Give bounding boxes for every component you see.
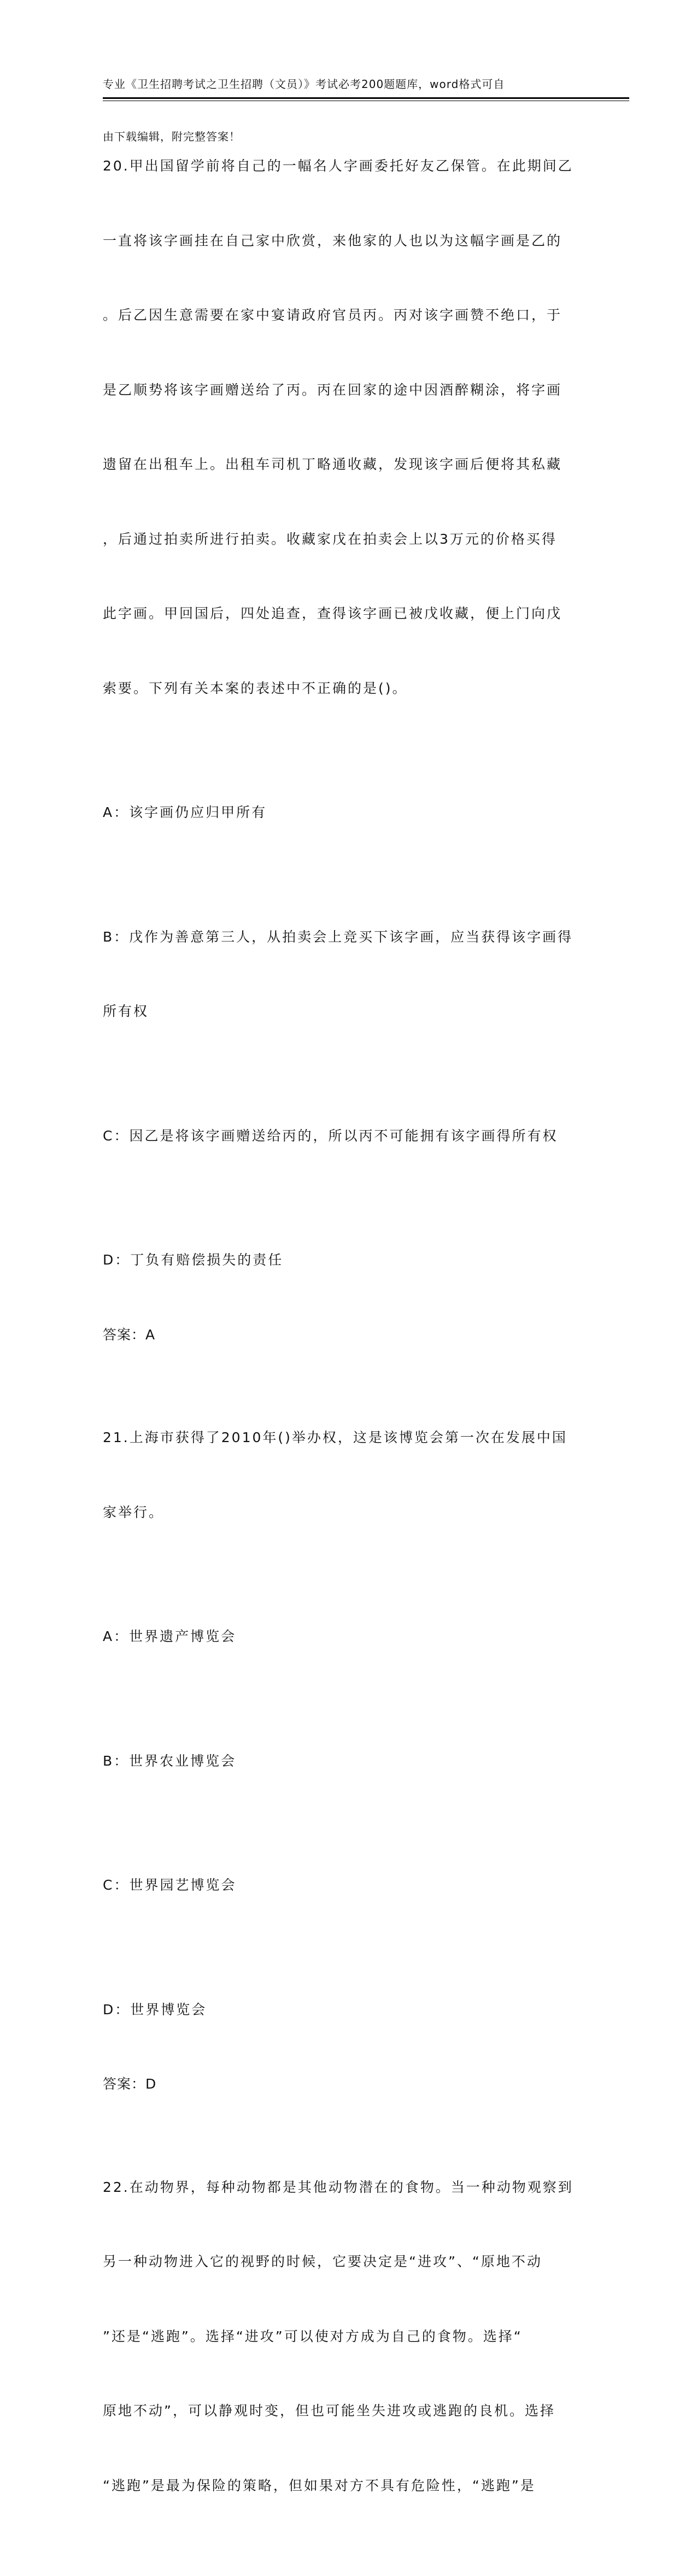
option-a [103, 1574, 595, 1699]
stem-line: 家举行。 [103, 1504, 165, 1520]
stem-line: ”还是“逃跑”。选择“进攻”可以使对方成为自己的食物。选择“ [103, 2328, 523, 2344]
question-stem [103, 2125, 595, 2548]
question-22 [103, 2125, 595, 2548]
option-d [103, 1198, 595, 1322]
stem-line: 是乙顺势将该字画赠送给了丙。丙在回家的途中因酒醉糊涂，将字画 [103, 381, 563, 398]
stem-line: ，后通过拍卖所进行拍卖。收藏家戊在拍卖会上以3万元的价格买得 [103, 531, 557, 547]
stem-line: 原地不动”，可以静观时变，但也可能坐失进攻或逃跑的良机。选择 [103, 2403, 555, 2419]
header-line: 专业《卫生招聘考试之卫生招聘（文员）》考试必考200题题库，word格式可自 [103, 78, 505, 91]
option-line: A：该字画仍应归甲所有 [103, 804, 267, 820]
question-stem [103, 1375, 595, 1574]
option-line: C：世界园艺博览会 [103, 1877, 237, 1893]
stem-line: 。后乙因生意需要在家中宴请政府官员丙。丙对该字画赞不绝口，于 [103, 307, 563, 323]
option-d [103, 1948, 595, 2072]
answer-line: 答案：D [103, 2076, 157, 2092]
option-c [103, 1074, 595, 1198]
question-20 [103, 104, 595, 1347]
option-line: D：世界博览会 [103, 2001, 207, 2018]
stem-line: 另一种动物进入它的视野的时候，它要决定是“进攻”、“原地不动 [103, 2254, 542, 2269]
header-divider-thick [103, 97, 629, 99]
option-line: D：丁负有赔偿损失的责任 [103, 1252, 284, 1268]
stem-line: 20.甲出国留学前将自己的一幅名人字画委托好友乙保管。在此期间乙 [103, 158, 573, 174]
option-line: C：因乙是将该字画赠送给丙的，所以丙不可能拥有该字画得所有权 [103, 1127, 558, 1144]
stem-line: 21.上海市获得了2010年()举办权，这是该博览会第一次在发展中国 [103, 1430, 567, 1445]
stem-line: 索要。下列有关本案的表述中不正确的是()。 [103, 680, 408, 696]
question-list [103, 104, 595, 2576]
stem-line: 22.在动物界，每种动物都是其他动物潜在的食物。当一种动物观察到 [103, 2179, 573, 2195]
option-line: 所有权 [103, 1003, 149, 1019]
option-b [103, 1699, 595, 1824]
option-line: B：世界农业博览会 [103, 1752, 237, 1769]
stem-line: 遗留在出租车上。出租车司机丁略通收藏，发现该字画后便将其私藏 [103, 456, 563, 472]
stem-line: 一直将该字画挂在自己家中欣赏，来他家的人也以为这幅字画是乙的 [103, 232, 563, 249]
option-line: A：世界遗产博览会 [103, 1628, 237, 1644]
question-21 [103, 1375, 595, 2097]
answer-line: 答案：A [103, 1326, 156, 1343]
option-c [103, 1823, 595, 1948]
stem-line: 此字画。甲回国后，四处追查，查得该字画已被戊收藏，便上门向戊 [103, 605, 563, 621]
stem-line: “逃跑”是最为保险的策略，但如果对方不具有危险性，“逃跑”是 [103, 2477, 536, 2493]
question-stem [103, 104, 595, 750]
option-line: B：戊作为善意第三人，从拍卖会上竞买下该字画，应当获得该字画得 [103, 928, 573, 945]
option-a [103, 750, 595, 875]
header-line: 由下载编辑，附完整答案！ [103, 130, 241, 143]
option-b [103, 875, 595, 1074]
